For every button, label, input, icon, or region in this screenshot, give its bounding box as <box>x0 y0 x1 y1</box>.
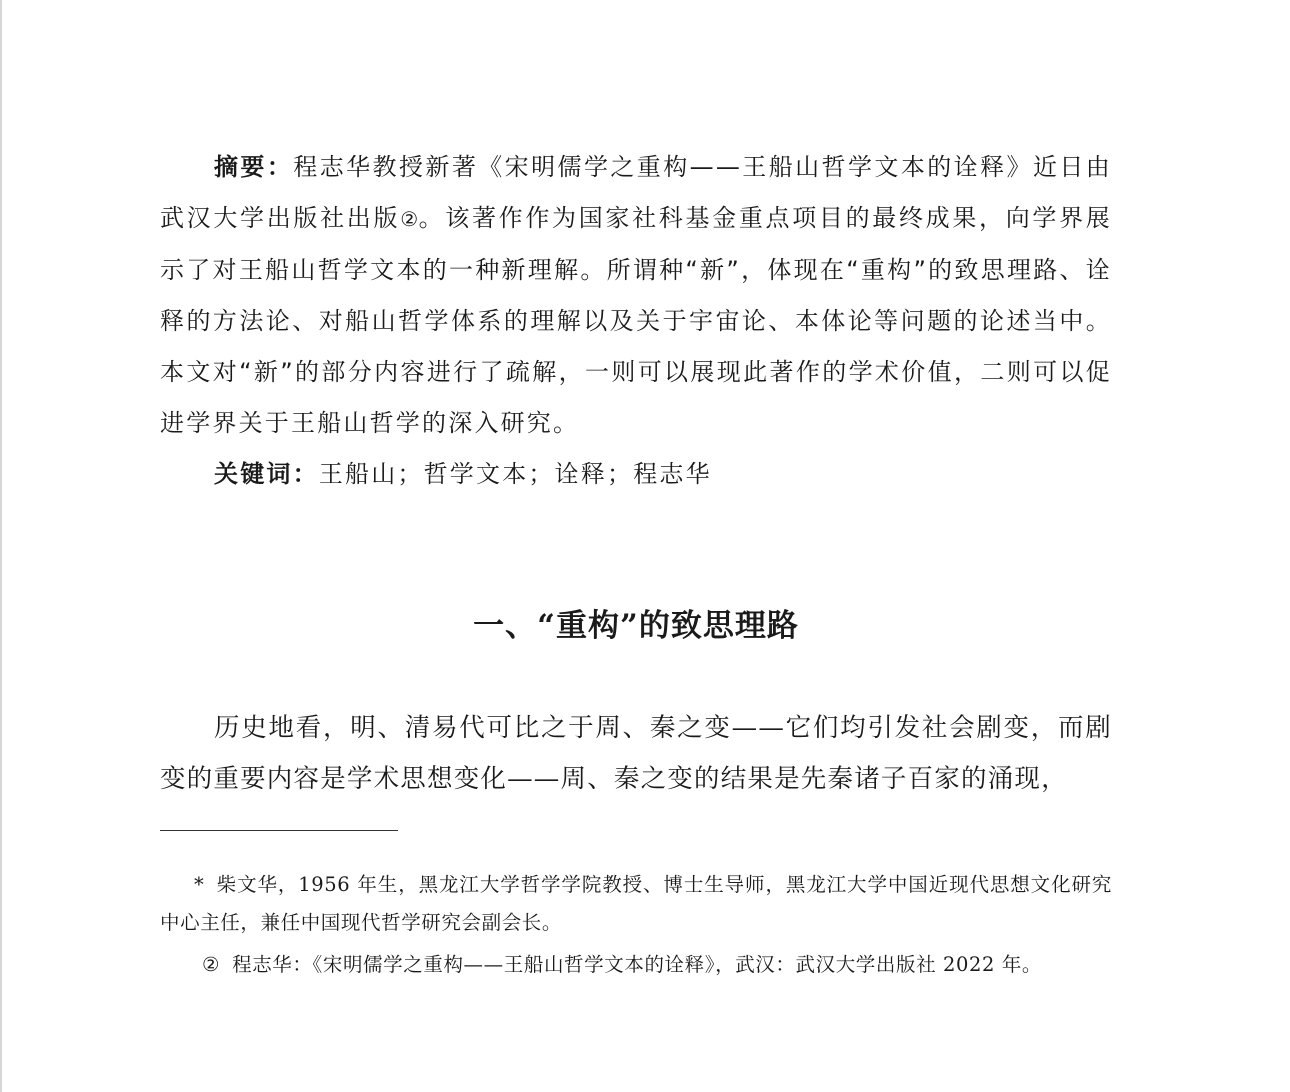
footnote-2 <box>160 946 1112 984</box>
page-left-edge <box>0 0 2 1092</box>
abstract-block <box>160 142 1112 500</box>
keywords-text: 王船山；哲学文本；诠释；程志华 <box>318 460 712 488</box>
footnote-symbol: ② <box>202 953 221 976</box>
abstract-text-part1: 程志华教授新著《宋明儒学之重构——王船山哲学文本的诠释》近日由武汉大学出版社出版 <box>160 153 1112 232</box>
footnote-separator <box>160 830 398 831</box>
footnotes <box>160 866 1112 984</box>
footnote-symbol: * <box>194 873 205 896</box>
section-heading: 一、“重构”的致思理路 <box>473 608 799 644</box>
footnote-text: 柴文华，1956 年生，黑龙江大学哲学学院教授、博士生导师，黑龙江大学中国近现代思想文化研究中心主任，兼任中国现代哲学研究会副会长。 <box>160 873 1112 934</box>
footnote-text: 程志华：《宋明儒学之重构——王船山哲学文本的诠释》，武汉：武汉大学出版社 2022 年。 <box>232 953 1043 976</box>
keywords-line <box>160 449 1112 500</box>
abstract-text-part2: 。该著作作为国家社科基金重点项目的最终成果，向学界展示了对王船山哲学文本的一种新理解。所谓种“新”，体现在“重构”的致思理路、诠释的方法论、对船山哲学体系的理解以及关于宇宙论、本体论等问题的论述当中。本文对“新”的部分内容进行了疏解，一则可以展现此著作的学术价值，二则可以促进学界关于王船山哲学的深入研究。 <box>160 204 1112 437</box>
footnote-reference-2[interactable]: ② <box>400 207 419 231</box>
footnote-author <box>160 866 1112 942</box>
keywords-label: 关键词： <box>214 460 319 488</box>
abstract-label: 摘要： <box>214 153 294 181</box>
body-paragraph: 历史地看，明、清易代可比之于周、秦之变——它们均引发社会剧变，而剧变的重要内容是学术思想变化——周、秦之变的结果是先秦诸子百家的涌现， <box>160 713 1112 794</box>
abstract-paragraph <box>160 142 1112 449</box>
